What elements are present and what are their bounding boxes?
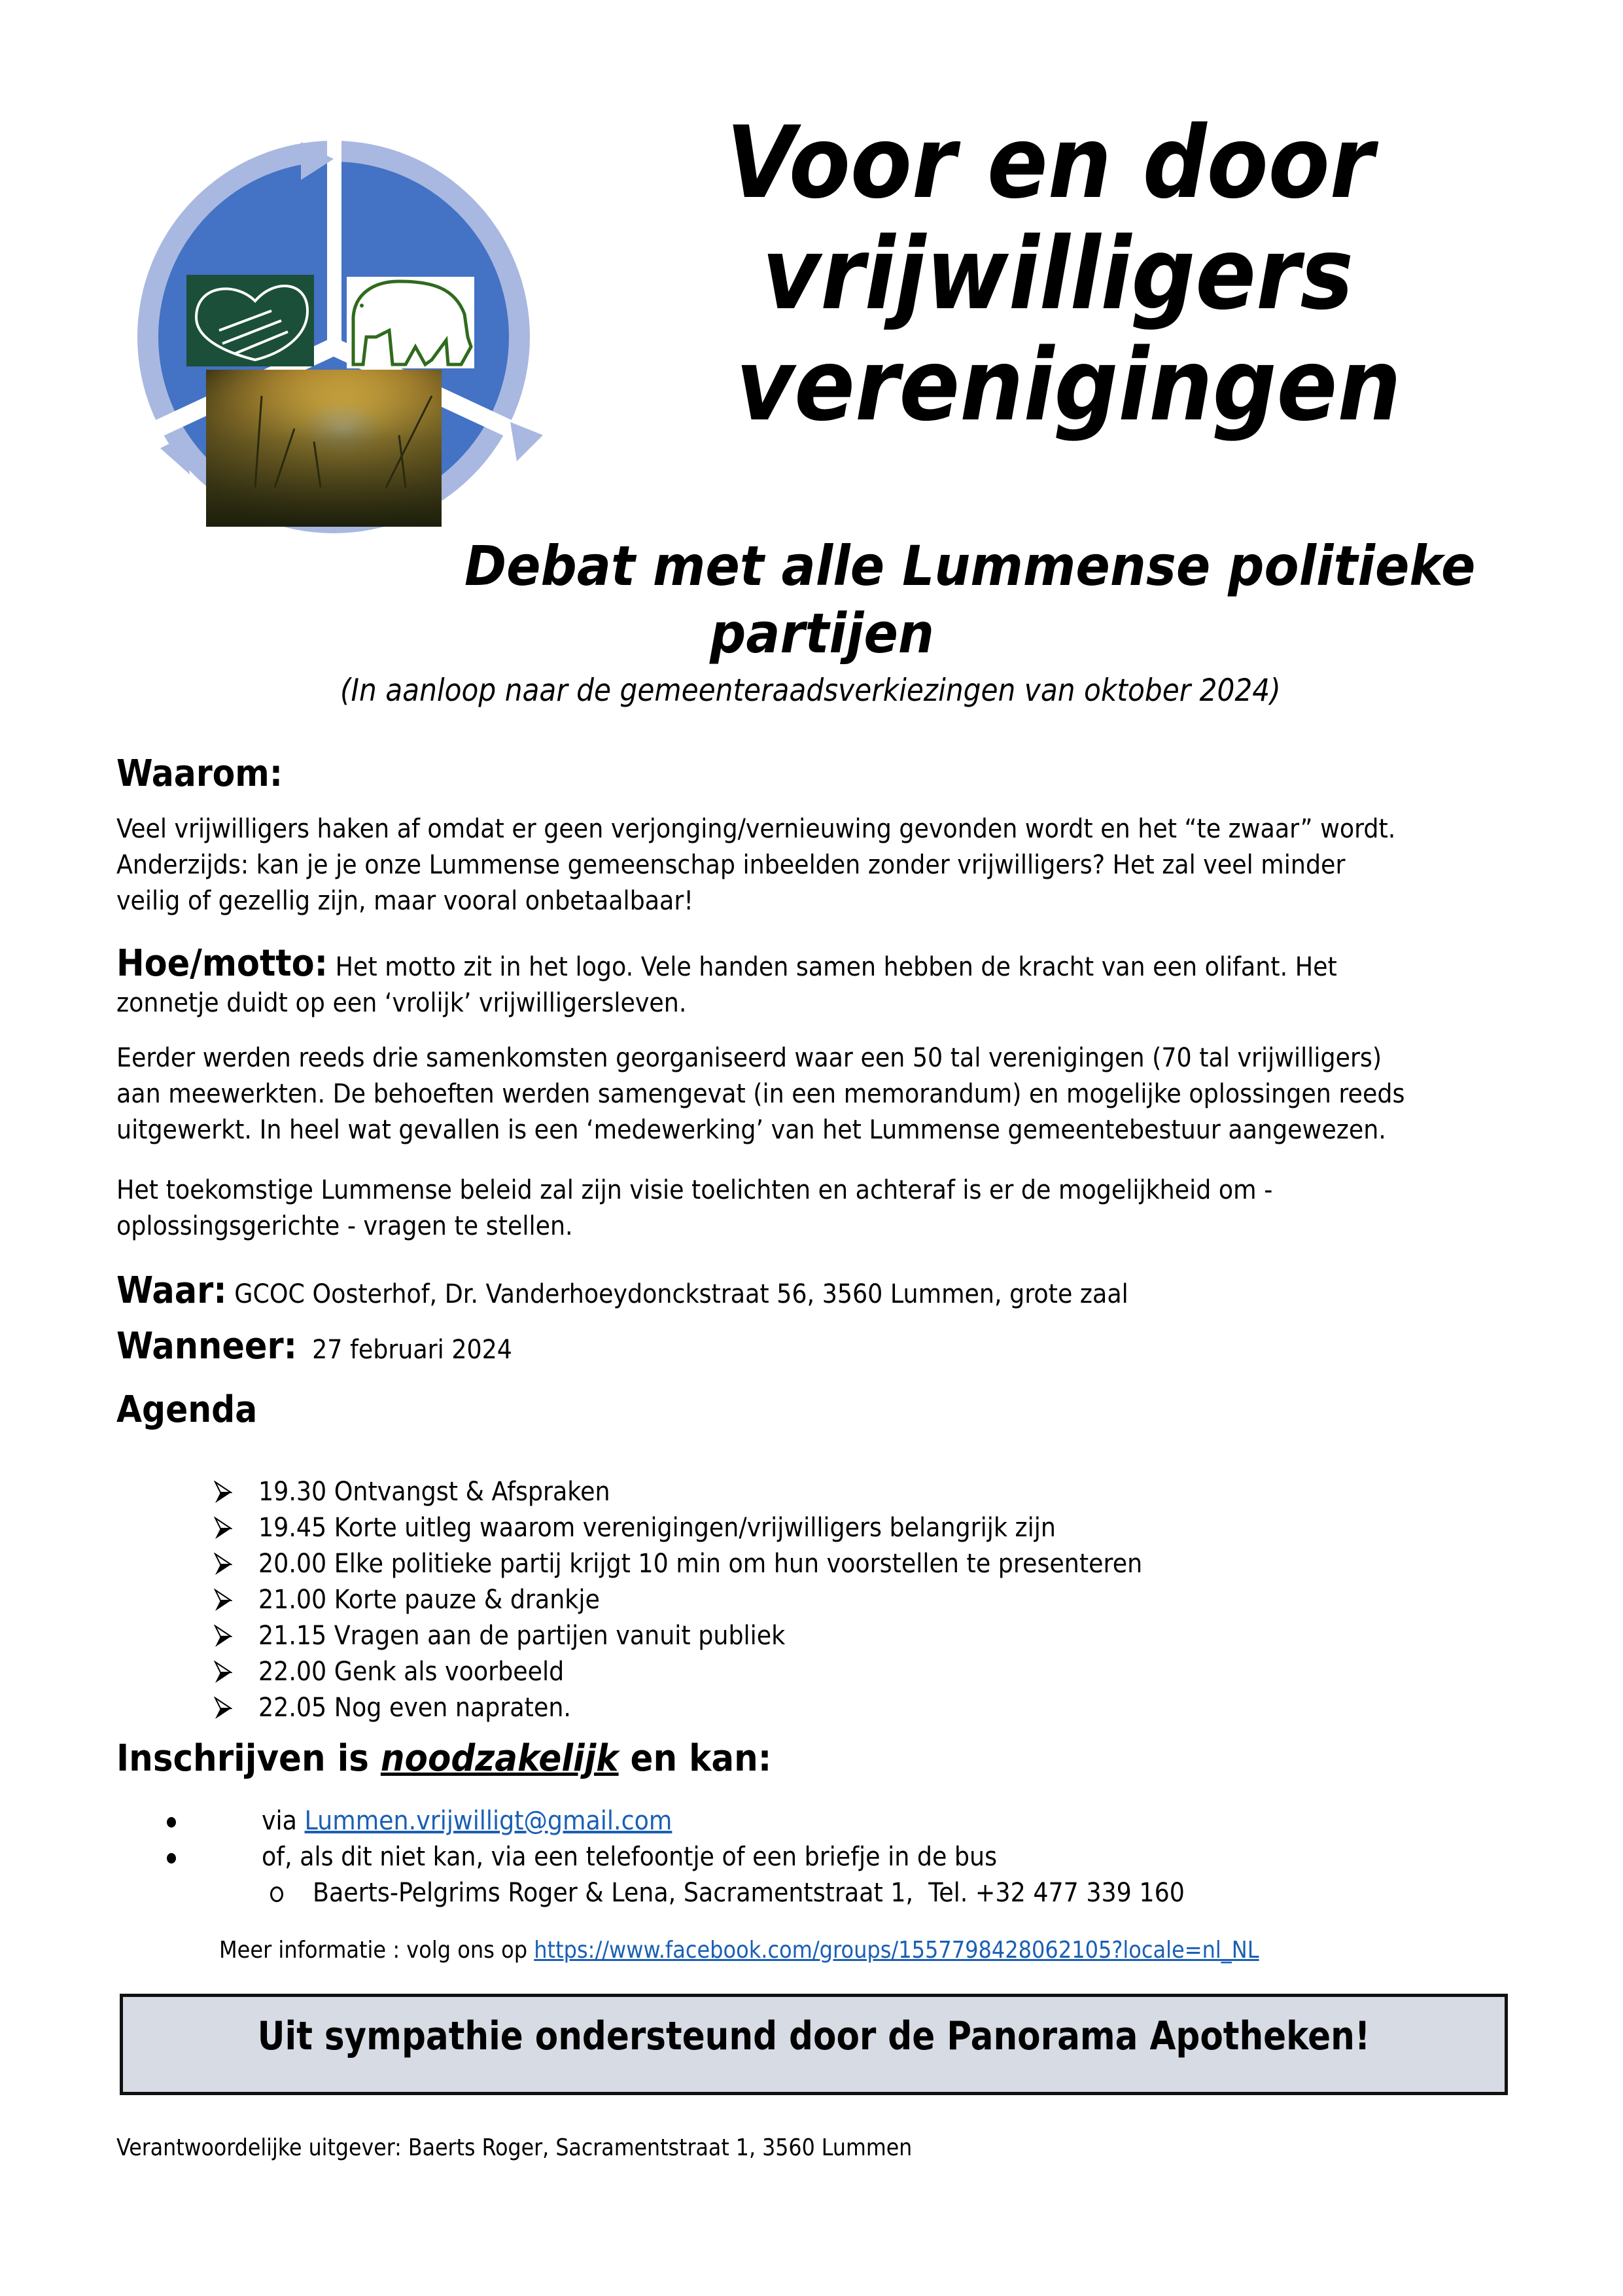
more-info-label: Meer informatie : volg ons op bbox=[219, 1937, 534, 1964]
handshake-icon bbox=[186, 275, 314, 366]
via-label: via bbox=[262, 1806, 305, 1836]
history-paragraph bbox=[116, 1040, 1405, 1148]
history-line: aan meewerkten. De behoeften werden samengevat (in een memorandum) en mogelijke oplossingen reeds bbox=[116, 1079, 1405, 1109]
waarom-line: veilig of gezellig zijn, maar vooral onbetaalbaar! bbox=[116, 886, 693, 916]
agenda-item bbox=[213, 1654, 1230, 1690]
logo-separator-top bbox=[327, 134, 341, 344]
more-info bbox=[219, 1937, 1259, 1964]
history-line: uitgewerkt. In heel wat gevallen is een ‘medewerking’ van het Lummense gemeentebestuur aangewezen. bbox=[116, 1115, 1386, 1145]
waarom-line: Anderzijds: kan je je onze Lummense gemeenschap inbeelden zonder vrijwilligers? Het zal veel minder bbox=[116, 850, 1346, 880]
location-value: GCOC Oosterhof, Dr. Vanderhoeydonckstraat 56, 3560 Lummen, grote zaal bbox=[226, 1279, 1128, 1309]
agenda-list bbox=[213, 1474, 1230, 1726]
agenda-item-text: 21.15 Vragen aan de partijen vanuit publiek bbox=[258, 1621, 786, 1651]
subtitle-note: (In aanloop naar de gemeenteraadsverkiezingen van oktober 2024) bbox=[340, 673, 1281, 709]
waarom-heading: Waarom: bbox=[116, 752, 283, 795]
logo bbox=[124, 121, 543, 540]
motto-line: zonnetje duidt op een ‘vrolijk’ vrijwilligersleven. bbox=[116, 988, 687, 1018]
waarom-paragraph bbox=[116, 811, 1395, 919]
arrow-bullet-icon bbox=[213, 1481, 232, 1504]
agenda-item-text: 21.00 Korte pauze & drankje bbox=[258, 1585, 600, 1615]
logo-arrow-left-icon bbox=[160, 435, 190, 474]
agenda-item bbox=[213, 1510, 1230, 1546]
agenda-item-text: 22.00 Genk als voorbeeld bbox=[258, 1657, 565, 1687]
registration-heading-pre: Inschrijven is bbox=[116, 1737, 381, 1780]
sponsor-banner bbox=[120, 1994, 1508, 2095]
history-line: Eerder werden reeds drie samenkomsten georganiseerd waar een 50 tal verenigingen (70 tal vrijwilligers) bbox=[116, 1043, 1382, 1073]
elephant-icon bbox=[347, 277, 474, 368]
registration-heading-emphasis: noodzakelijk bbox=[380, 1737, 619, 1780]
agenda-heading: Agenda bbox=[116, 1388, 258, 1431]
agenda-item bbox=[213, 1618, 1230, 1654]
registration-option-email bbox=[167, 1806, 672, 1836]
sub-bullet-icon bbox=[270, 1886, 283, 1902]
registration-heading-post: en kan: bbox=[618, 1737, 772, 1780]
agenda-item-text: 19.30 Ontvangst & Afspraken bbox=[258, 1477, 610, 1507]
registration-option-alt bbox=[167, 1842, 998, 1872]
sponsor-text: Uit sympathie ondersteund door de Panorama Apotheken! bbox=[257, 2013, 1370, 2059]
registration-contact bbox=[270, 1878, 1185, 1908]
motto-heading: Hoe/motto: bbox=[116, 942, 328, 985]
title-line-3: verenigingen bbox=[736, 327, 1401, 443]
email-link[interactable]: Lummen.vrijwilligt@gmail.com bbox=[304, 1806, 672, 1836]
agenda-item-text: 19.45 Korte uitleg waarom verenigingen/vrijwilligers belangrijk zijn bbox=[258, 1513, 1056, 1543]
motto-paragraph bbox=[116, 942, 1337, 1021]
arrow-bullet-icon bbox=[213, 1517, 232, 1540]
bullet-icon bbox=[167, 1853, 176, 1863]
future-line: Het toekomstige Lummense beleid zal zijn visie toelichten en achteraf is er de mogelijkheid om - bbox=[116, 1175, 1273, 1205]
agenda-item bbox=[213, 1690, 1230, 1726]
motto-line: Het motto zit in het logo. Vele handen samen hebben de kracht van een olifant. Het bbox=[328, 952, 1337, 982]
title-line-1: Voor en door bbox=[726, 105, 1374, 221]
agenda-item bbox=[213, 1546, 1230, 1582]
future-paragraph bbox=[116, 1173, 1272, 1245]
date-value: 27 februari 2024 bbox=[296, 1335, 512, 1365]
arrow-bullet-icon bbox=[213, 1589, 232, 1612]
agenda-item-text: 20.00 Elke politieke partij krijgt 10 min om hun voorstellen te presenteren bbox=[258, 1549, 1143, 1579]
agenda-item-text: 22.05 Nog even napraten. bbox=[258, 1693, 571, 1723]
arrow-bullet-icon bbox=[213, 1553, 232, 1576]
arrow-bullet-icon bbox=[213, 1625, 232, 1648]
registration-heading bbox=[116, 1737, 771, 1780]
waarom-line: Veel vrijwilligers haken af omdat er geen verjonging/vernieuwing gevonden wordt en het “te zwaar” wordt. bbox=[116, 814, 1396, 844]
agenda-item bbox=[213, 1474, 1230, 1510]
location-row bbox=[116, 1269, 1128, 1313]
arrow-bullet-icon bbox=[213, 1661, 232, 1684]
title-line-2: vrijwilligers bbox=[762, 216, 1353, 332]
arrow-bullet-icon bbox=[213, 1697, 232, 1720]
sunset-photo bbox=[206, 370, 442, 527]
future-line: oplossingsgerichte - vragen te stellen. bbox=[116, 1211, 573, 1241]
location-label: Waar: bbox=[116, 1269, 227, 1312]
subtitle-line-1: Debat met alle Lummense politieke bbox=[464, 534, 1476, 598]
date-row bbox=[116, 1325, 512, 1368]
contact-text: Baerts-Pelgrims Roger & Lena, Sacramentstraat 1, Tel. +32 477 339 160 bbox=[313, 1878, 1185, 1908]
bullet-icon bbox=[167, 1817, 176, 1828]
logo-graphic bbox=[124, 121, 543, 540]
agenda-item bbox=[213, 1582, 1230, 1618]
date-label: Wanneer: bbox=[116, 1325, 297, 1368]
publisher-footer: Verantwoordelijke uitgever: Baerts Roger, Sacramentstraat 1, 3560 Lummen bbox=[116, 2134, 913, 2161]
subtitle-line-2: partijen bbox=[710, 601, 934, 665]
facebook-link[interactable]: https://www.facebook.com/groups/1557798428062105?locale=nl_NL bbox=[534, 1937, 1259, 1964]
alt-text: of, als dit niet kan, via een telefoontje of een briefje in de bus bbox=[262, 1842, 998, 1872]
